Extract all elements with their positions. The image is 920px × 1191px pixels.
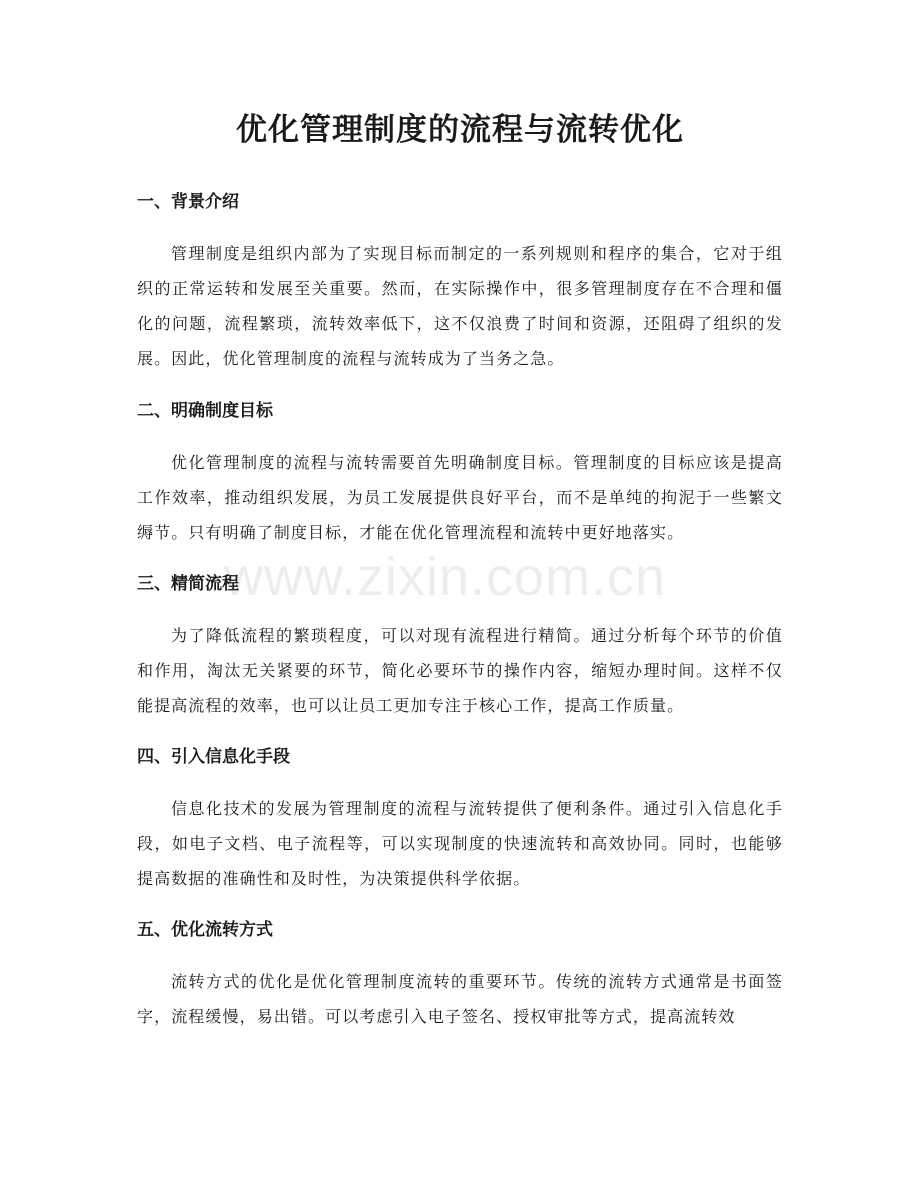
section-paragraph-background: 管理制度是组织内部为了实现目标而制定的一系列规则和程序的集合，它对于组织的正常运转和发展至关重要。然而，在实际操作中，很多管理制度存在不合理和僵化的问题，流程繁琐，流转效率低下，这不仅浪费了时间和资源，还阻碍了组织的发展。因此，优化管理制度的流程与流转成为了当务之急。 (137, 244, 783, 368)
watermark: www.zixin.com.cn (224, 547, 667, 607)
section-heading-streamline: 三、精简流程 (137, 574, 239, 594)
page-title: 优化管理制度的流程与流转优化 (236, 112, 684, 148)
section-heading-goals: 二、明确制度目标 (137, 401, 273, 421)
section-paragraph-informatization: 信息化技术的发展为管理制度的流程与流转提供了便利条件。通过引入信息化手段，如电子文档、电子流程等，可以实现制度的快速流转和高效协同。同时，也能够提高数据的准确性和及时性，为决策提供科学依据。 (137, 799, 783, 888)
section-paragraph-circulation: 流转方式的优化是优化管理制度流转的重要环节。传统的流转方式通常是书面签字，流程缓慢，易出错。可以考虑引入电子签名、授权审批等方式，提高流转效 (137, 972, 783, 1026)
section-heading-circulation: 五、优化流转方式 (137, 920, 273, 940)
section-heading-informatization: 四、引入信息化手段 (137, 747, 290, 767)
section-paragraph-goals: 优化管理制度的流程与流转需要首先明确制度目标。管理制度的目标应该是提高工作效率，推动组织发展，为员工发展提供良好平台，而不是单纯的拘泥于一些繁文缛节。只有明确了制度目标，才能在优化管理流程和流转中更好地落实。 (137, 453, 783, 542)
section-paragraph-streamline: 为了降低流程的繁琐程度，可以对现有流程进行精简。通过分析每个环节的价值和作用，淘汰无关紧要的环节，简化必要环节的操作内容，缩短办理时间。这样不仅能提高流程的效率，也可以让员工更加专注于核心工作，提高工作质量。 (137, 626, 783, 715)
section-heading-background: 一、背景介绍 (137, 192, 239, 212)
